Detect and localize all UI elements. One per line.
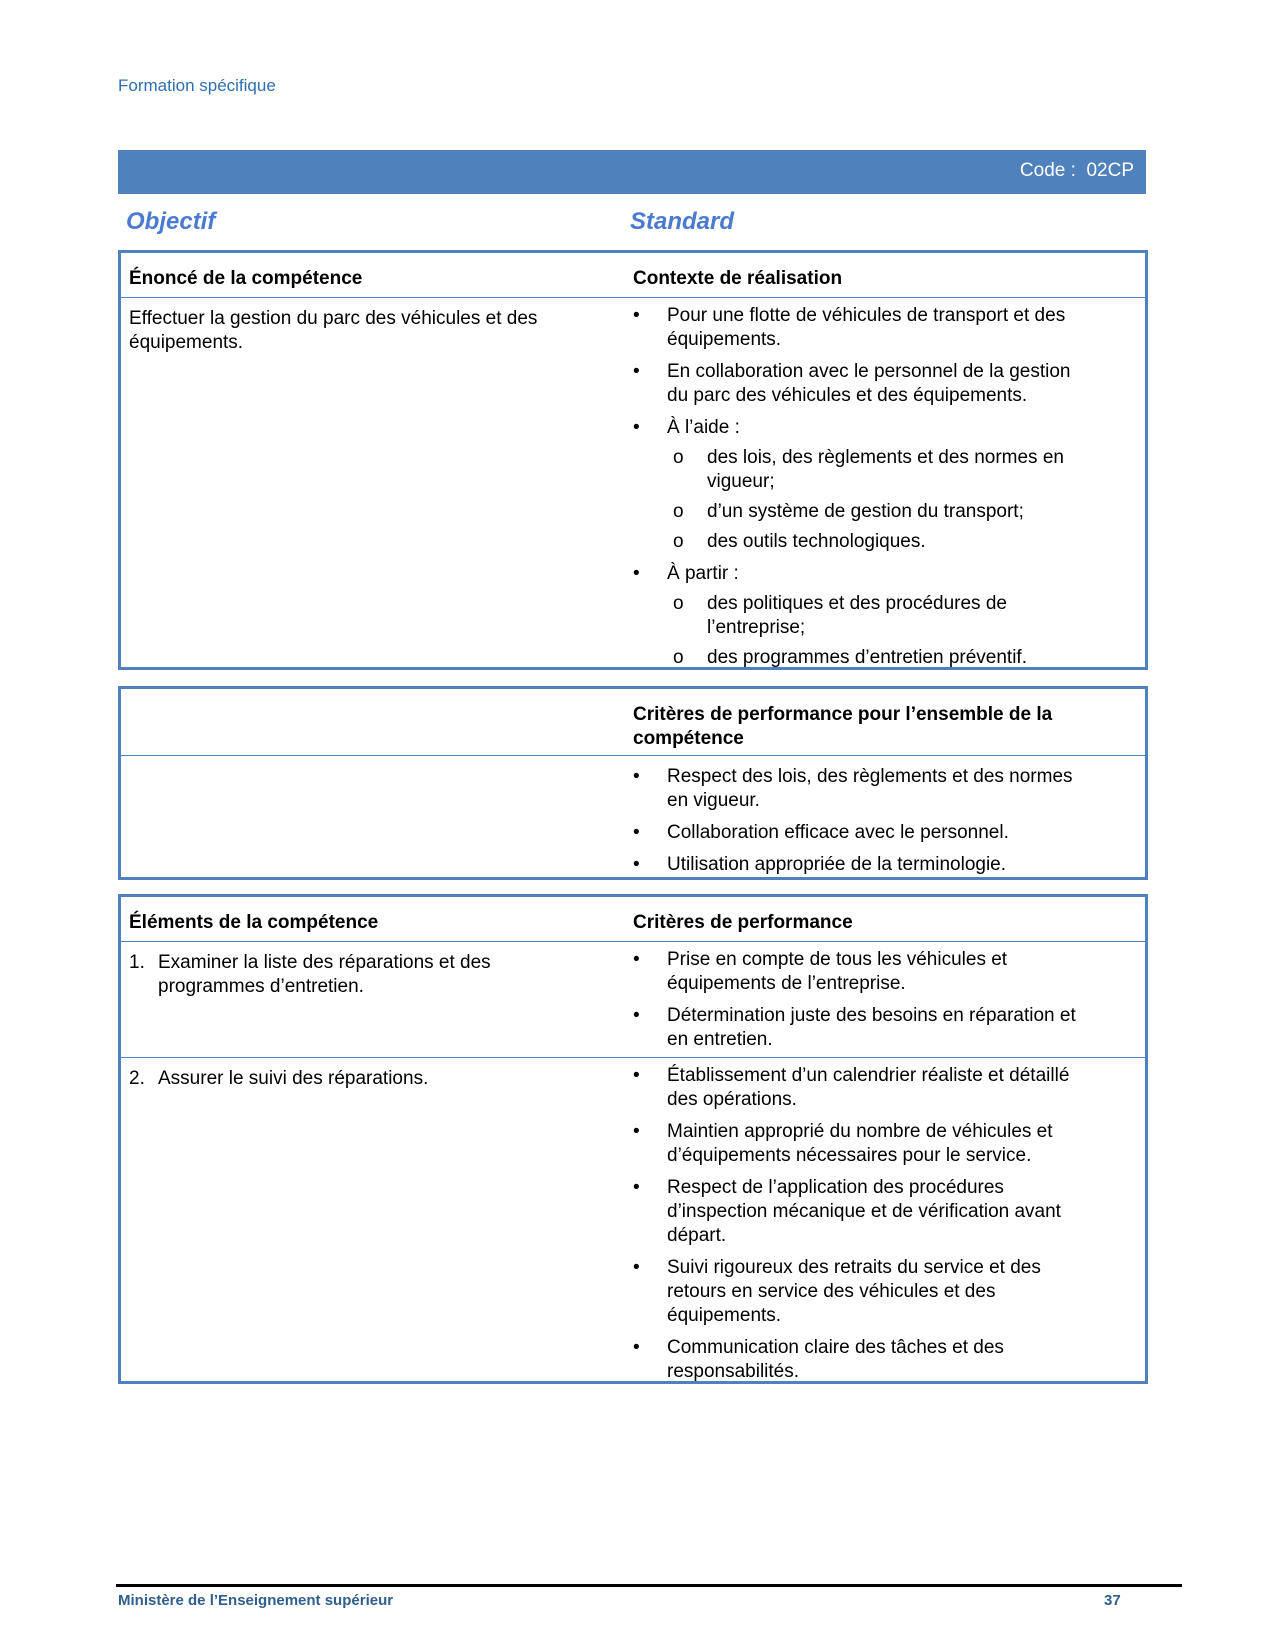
list-item xyxy=(633,1256,1093,1328)
section-overall-criteria-box xyxy=(118,686,1148,880)
list-item xyxy=(633,853,1093,877)
list-item xyxy=(633,948,1093,996)
element-number: 2. xyxy=(129,1068,145,1089)
bullet-icon: • xyxy=(633,1005,640,1026)
bullet-icon: • xyxy=(633,1177,640,1198)
section-elements-box xyxy=(118,894,1148,1384)
code-value: 02CP xyxy=(1086,160,1134,181)
bullet-icon: • xyxy=(633,417,640,438)
page-header-title: Formation spécifique xyxy=(118,76,276,95)
divider xyxy=(121,297,1145,298)
list-item xyxy=(633,304,1093,352)
bullet-icon: • xyxy=(633,766,640,787)
list-item-text: Collaboration efficace avec le personnel. xyxy=(667,822,1009,843)
list-item-text: Prise en compte de tous les véhicules et équipements de l’entreprise. xyxy=(667,949,1008,994)
sub-list-item xyxy=(667,500,1093,524)
list-item xyxy=(633,1120,1093,1168)
list-item xyxy=(633,360,1093,408)
list-item xyxy=(633,562,1093,670)
footer-rule xyxy=(116,1584,1182,1587)
bullet-icon: • xyxy=(633,563,640,584)
column-heading-standard: Standard xyxy=(630,208,735,235)
element-number: 1. xyxy=(129,952,145,973)
bullet-icon: • xyxy=(633,822,640,843)
bullet-icon: o xyxy=(673,647,684,668)
sub-list-item xyxy=(667,592,1093,640)
overall-criteria-list xyxy=(633,765,1093,885)
overall-criteria-title: Critères de performance pour l’ensemble de la compétence xyxy=(633,704,1053,749)
list-item-text: Suivi rigoureux des retraits du service et des retours en service des véhicules et des équipements. xyxy=(667,1257,1041,1326)
list-item-text: Respect des lois, des règlements et des normes en vigueur. xyxy=(667,766,1073,811)
list-item xyxy=(633,1336,1093,1384)
divider xyxy=(121,755,1145,756)
list-item xyxy=(633,1176,1093,1248)
bullet-icon: • xyxy=(633,854,640,875)
list-item xyxy=(633,1064,1093,1112)
bullet-icon: o xyxy=(673,447,684,468)
bullet-icon: o xyxy=(673,593,684,614)
elements-title: Éléments de la compétence xyxy=(129,912,379,933)
section-competence-box xyxy=(118,250,1148,670)
competence-statement: Effectuer la gestion du parc des véhicules et des équipements. xyxy=(129,308,538,353)
bullet-icon: • xyxy=(633,1257,640,1278)
list-item xyxy=(633,821,1093,845)
bullet-icon: o xyxy=(673,501,684,522)
list-item-text: des outils technologiques. xyxy=(707,531,926,552)
code-label xyxy=(1020,160,1134,182)
sub-list-item xyxy=(667,446,1093,494)
page-number: 37 xyxy=(1104,1592,1121,1609)
element-criteria-list xyxy=(633,1064,1093,1392)
element-text: Examiner la liste des réparations et des programmes d’entretien. xyxy=(158,952,491,997)
list-item-text: Respect de l’application des procédures d’inspection mécanique et de vérification avant départ. xyxy=(667,1177,1061,1246)
element-text: Assurer le suivi des réparations. xyxy=(158,1068,429,1089)
statement-title: Énoncé de la compétence xyxy=(129,268,363,289)
list-item-text: Utilisation appropriée de la terminologie. xyxy=(667,854,1007,875)
list-item-text: des lois, des règlements et des normes en vigueur; xyxy=(707,447,1064,492)
divider xyxy=(121,1057,1145,1058)
bullet-icon: • xyxy=(633,305,640,326)
list-item-text: Établissement d’un calendrier réaliste et détaillé des opérations. xyxy=(667,1065,1070,1110)
column-heading-objectif: Objectif xyxy=(126,208,216,235)
bullet-icon: • xyxy=(633,361,640,382)
bullet-icon: • xyxy=(633,1065,640,1086)
list-item xyxy=(633,416,1093,554)
context-list xyxy=(633,304,1093,678)
sub-list-item xyxy=(667,530,1093,554)
list-item xyxy=(633,765,1093,813)
list-item-text: Pour une flotte de véhicules de transport et des équipements. xyxy=(667,305,1066,350)
context-title: Contexte de réalisation xyxy=(633,268,843,289)
bullet-icon: • xyxy=(633,1121,640,1142)
list-item-text: En collaboration avec le personnel de la gestion du parc des véhicules et des équipements. xyxy=(667,361,1071,406)
list-item-text: À l’aide : xyxy=(667,417,740,438)
bullet-icon: • xyxy=(633,949,640,970)
list-item-text: Communication claire des tâches et des responsabilités. xyxy=(667,1337,1004,1382)
divider xyxy=(121,941,1145,942)
code-label-text: Code : xyxy=(1019,160,1076,181)
criteria-title: Critères de performance xyxy=(633,912,853,933)
bullet-icon: o xyxy=(673,531,684,552)
list-item-text: des programmes d’entretien préventif. xyxy=(707,647,1027,668)
list-item xyxy=(633,1004,1093,1052)
element-criteria-list xyxy=(633,948,1093,1060)
sub-list xyxy=(667,446,1093,554)
list-item-text: À partir : xyxy=(667,563,739,584)
list-item-text: Maintien approprié du nombre de véhicules et d’équipements nécessaires pour le service. xyxy=(667,1121,1053,1166)
sub-list xyxy=(667,592,1093,670)
list-item-text: Détermination juste des besoins en réparation et en entretien. xyxy=(667,1005,1076,1050)
list-item-text: d’un système de gestion du transport; xyxy=(707,501,1024,522)
bullet-icon: • xyxy=(633,1337,640,1358)
footer-ministry: Ministère de l’Enseignement supérieur xyxy=(118,1592,394,1609)
sub-list-item xyxy=(667,646,1093,670)
code-bar xyxy=(118,150,1146,194)
list-item-text: des politiques et des procédures de l’entreprise; xyxy=(707,593,1007,638)
